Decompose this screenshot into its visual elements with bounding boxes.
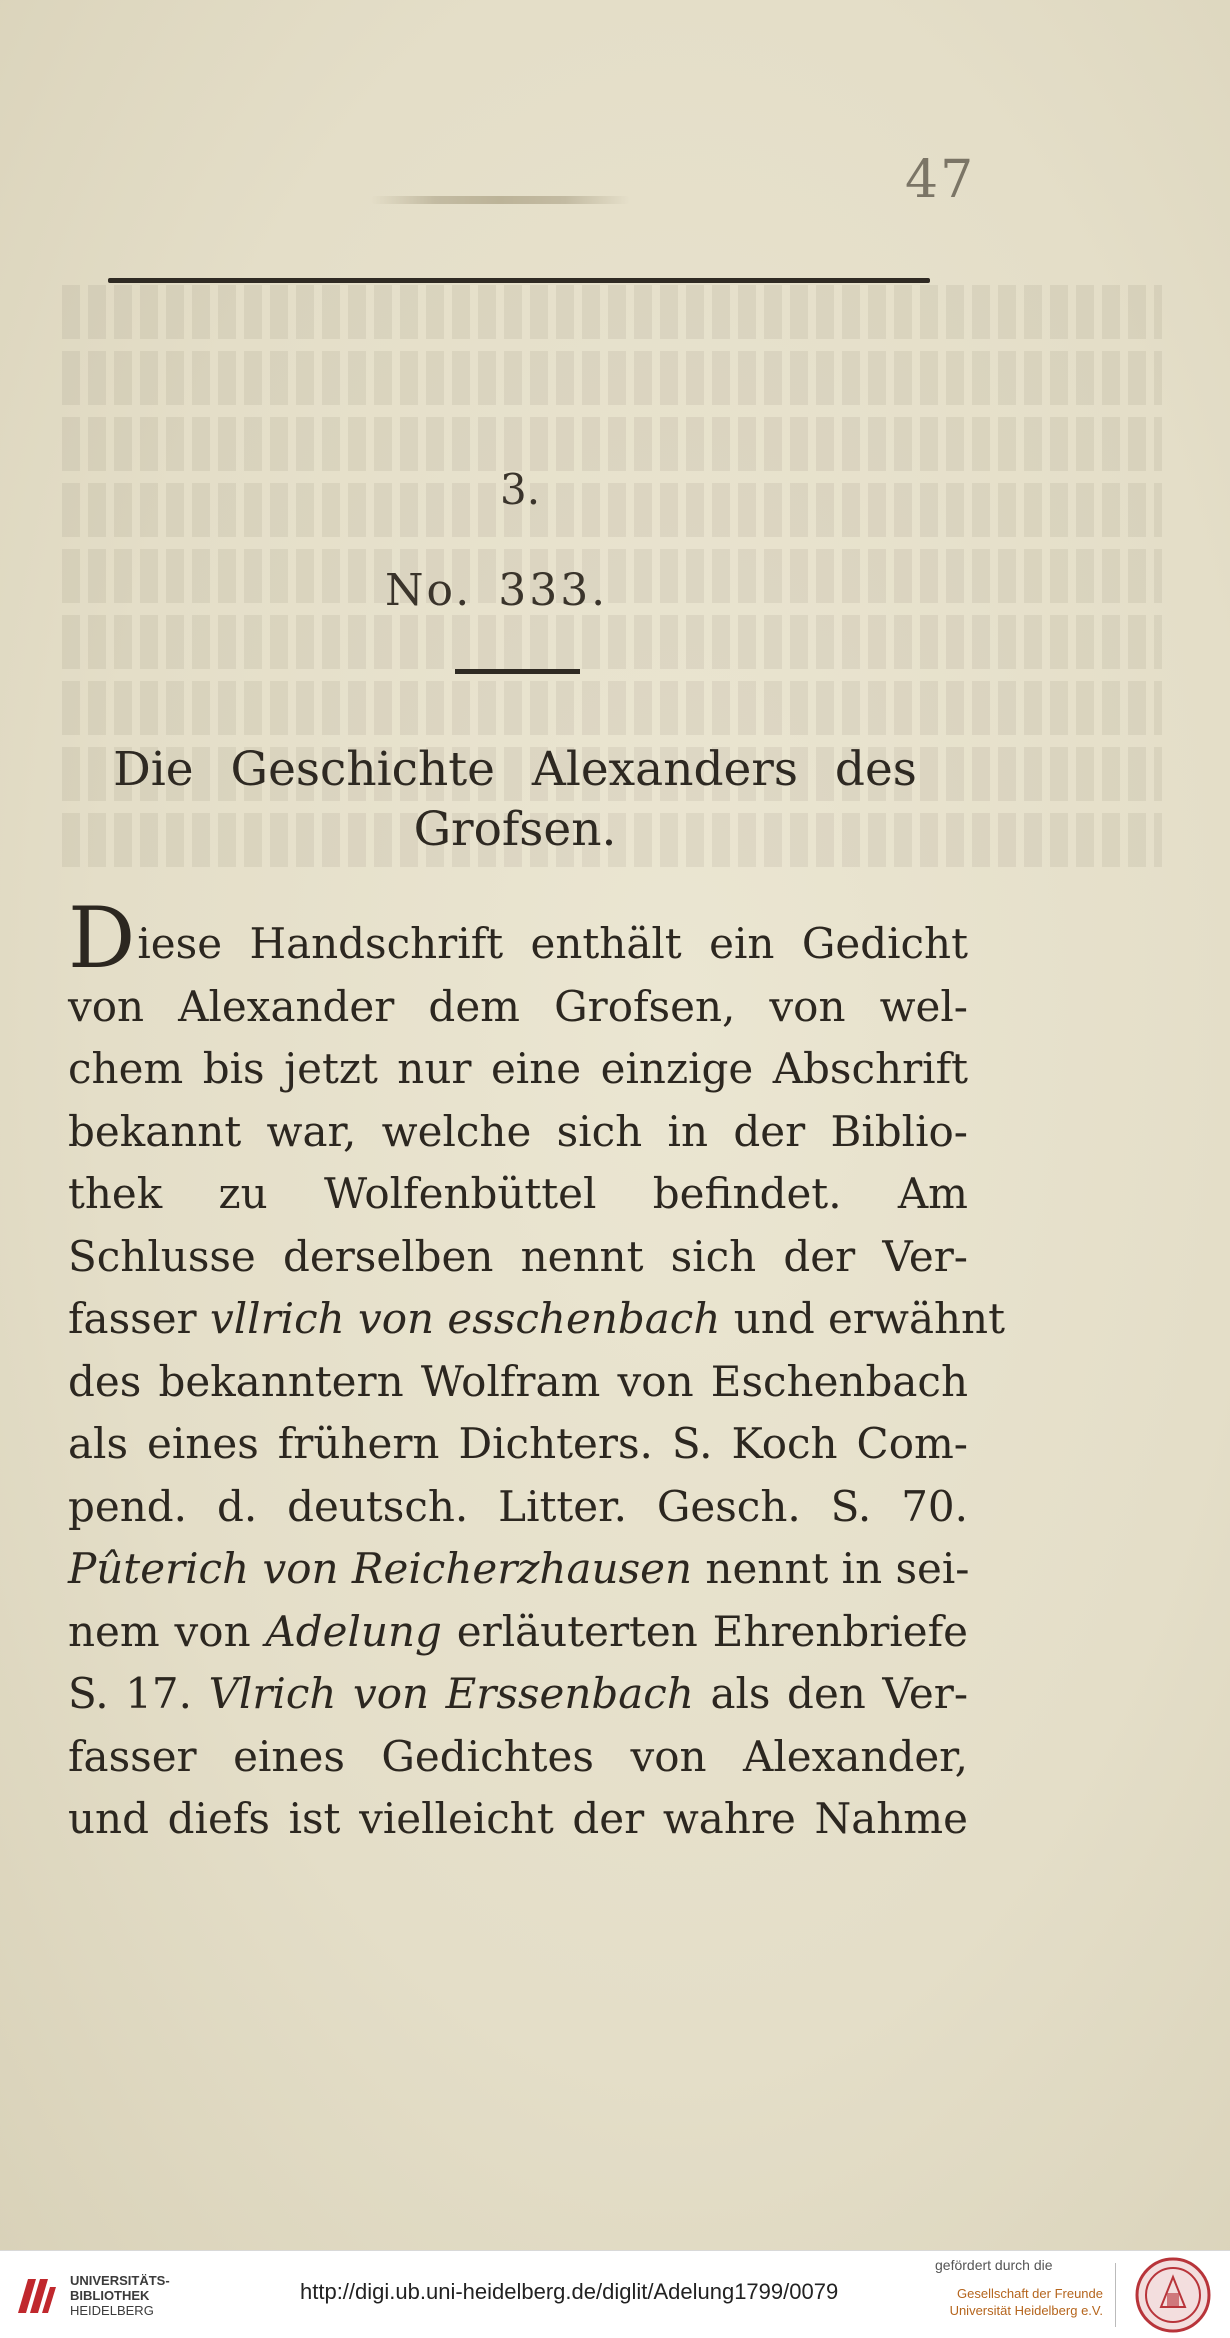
text-line — [68, 1663, 968, 1726]
library-name — [70, 2273, 170, 2318]
text-segment: und erwähnt — [720, 1294, 1005, 1343]
text-line — [68, 1101, 968, 1164]
drop-cap: D — [68, 889, 136, 987]
permalink-url[interactable]: http://digi.ub.uni-heidelberg.de/diglit/Adelung1799/0079 — [300, 2279, 839, 2304]
text-segment: Schlusse derselben nennt sich der Ver- — [68, 1231, 968, 1281]
text-line — [68, 1351, 968, 1414]
footer-bar — [0, 2250, 1230, 2338]
sponsor-block — [935, 2257, 1103, 2319]
library-line: HEIDELBERG — [70, 2303, 154, 2318]
text-line — [68, 1726, 968, 1789]
text-segment: von Alexander dem Grofsen, von wel- — [68, 981, 968, 1031]
text-segment: als eines frühern Dichters. S. Koch Com- — [68, 1419, 968, 1468]
text-segment: thek zu Wolfenbüttel befindet. Am — [68, 1169, 968, 1218]
title-line: Die Geschichte Alexanders des — [113, 742, 917, 797]
italic-name: Pûterich von Reicherzhausen — [68, 1544, 693, 1593]
header-rule — [108, 278, 930, 283]
text-line — [68, 1476, 968, 1539]
sponsor-org-line: Gesellschaft der Freunde — [957, 2286, 1103, 2301]
text-segment: als den Ver- — [693, 1669, 969, 1718]
text-segment: und diefs ist vielleicht der wahre Nahme — [68, 1794, 968, 1843]
section-divider — [455, 669, 580, 674]
text-line — [68, 1038, 968, 1101]
chapter-title — [95, 740, 935, 860]
entry-heading — [385, 565, 608, 616]
italic-name: Adelung — [265, 1606, 442, 1656]
italic-name: vllrich von esschenbach — [209, 1294, 721, 1343]
text-segment: pend. d. deutsch. Litter. Gesch. S. 70. — [68, 1481, 968, 1531]
footer-divider — [1115, 2263, 1116, 2327]
text-segment: chem bis jetzt nur eine einzige Abschrift — [68, 1044, 968, 1093]
text-line — [68, 1163, 968, 1226]
text-segment: iese Handschrift enthält ein Gedicht — [137, 919, 968, 968]
text-line — [68, 1226, 968, 1289]
library-line: UNIVERSITÄTS- — [70, 2273, 170, 2288]
text-segment: bekannt war, welche sich in der Biblio- — [68, 1106, 968, 1156]
text-line — [68, 1538, 968, 1601]
text-segment: S. 17. — [68, 1669, 209, 1718]
university-library-logo-icon — [14, 2273, 60, 2319]
text-segment: des bekanntern Wolfram von Eschenbach — [68, 1356, 968, 1406]
university-seal-icon — [1135, 2257, 1211, 2333]
text-segment: nennt in sei- — [692, 1544, 970, 1593]
ink-smudge — [370, 196, 630, 204]
sponsor-label: gefördert durch die — [935, 2257, 1053, 2273]
section-number: 3. — [500, 465, 541, 514]
library-line: BIBLIOTHEK — [70, 2288, 150, 2303]
text-line — [68, 1788, 968, 1851]
text-segment: nem von — [68, 1606, 266, 1656]
page-number: 47 — [905, 150, 976, 210]
body-text — [68, 889, 1005, 1851]
text-line — [68, 1288, 1005, 1351]
title-line: Grofsen. — [413, 802, 617, 857]
text-line — [68, 1413, 968, 1476]
text-segment: erläuterten Ehrenbriefe — [441, 1606, 968, 1656]
entry-prefix: No. — [385, 565, 473, 616]
sponsor-org-line: Universität Heidelberg e.V. — [949, 2303, 1103, 2318]
text-line — [68, 1601, 968, 1664]
text-segment: fasser eines Gedichtes von Alexander, — [68, 1731, 968, 1781]
entry-number: 333. — [498, 565, 609, 616]
italic-name: Vlrich von Erssenbach — [208, 1669, 694, 1718]
text-line — [68, 976, 968, 1039]
text-segment: fasser — [68, 1294, 210, 1343]
text-line — [68, 889, 968, 987]
